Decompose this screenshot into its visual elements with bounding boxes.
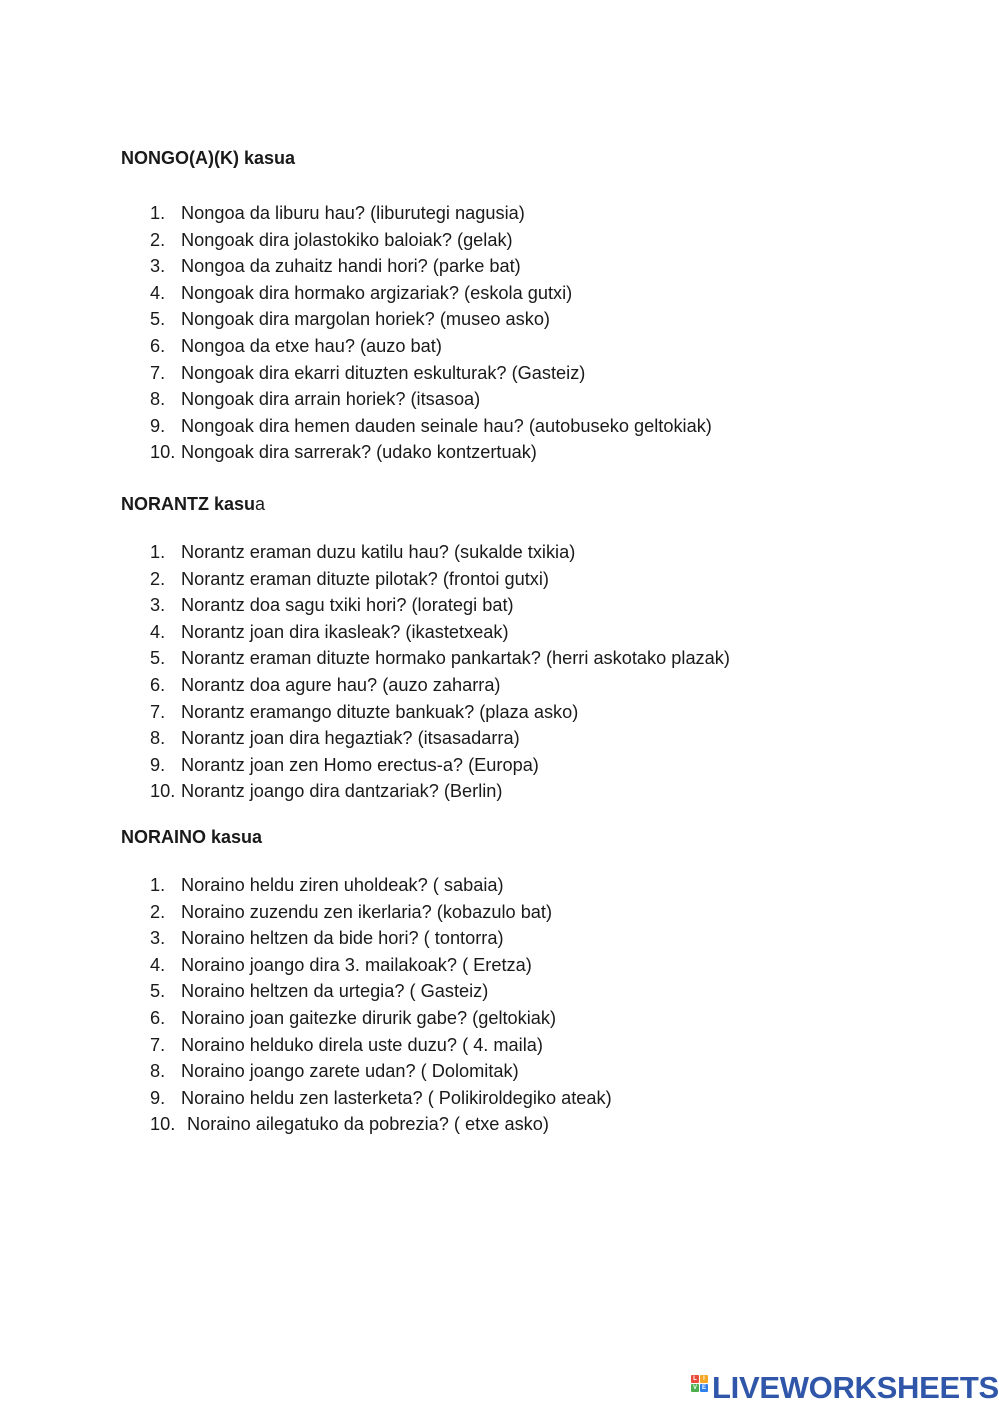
question-text: Nongoa da zuhaitz handi hori? (parke bat) bbox=[181, 256, 521, 277]
question-number: 2. bbox=[150, 229, 166, 250]
question-number: 9. bbox=[150, 1087, 166, 1108]
question-text: Noraino joan gaitezke dirurik gabe? (geltokiak) bbox=[181, 1007, 557, 1028]
question-number: 4. bbox=[150, 282, 166, 303]
question-number: 1. bbox=[150, 203, 166, 223]
question-number: 5. bbox=[150, 981, 166, 1002]
question-number: 9. bbox=[150, 415, 166, 436]
question-number: 1. bbox=[150, 542, 166, 562]
question-number: 9. bbox=[150, 754, 166, 775]
question-text: Noraino helduko direla uste duzu? ( 4. maila) bbox=[181, 1034, 543, 1055]
question-number: 8. bbox=[150, 389, 166, 410]
question-text: Noraino heldu ziren uholdeak? ( sabaia) bbox=[181, 875, 504, 895]
logo-text: LIVEWORKSHEETS bbox=[712, 1370, 999, 1405]
question-text: Nongoak dira jolastokiko baloiak? (gelak) bbox=[181, 229, 513, 250]
question-number: 2. bbox=[150, 568, 166, 589]
question-number: 3. bbox=[150, 256, 166, 277]
question-text: Nongoak dira hemen dauden seinale hau? (autobuseko geltokiak) bbox=[181, 415, 712, 436]
question-text: Noraino joango dira 3. mailakoak? ( Eretza) bbox=[181, 954, 532, 975]
question-number: 6. bbox=[150, 1007, 166, 1028]
question-number: 10. bbox=[150, 442, 176, 463]
question-text: Nongoak dira sarrerak? (udako kontzertuak) bbox=[181, 442, 537, 463]
question-text: Noraino heltzen da urtegia? ( Gasteiz) bbox=[181, 981, 489, 1002]
liveworksheets-icon bbox=[691, 1375, 709, 1401]
question-text: Norantz doa sagu txiki hori? (lorategi bat) bbox=[181, 595, 514, 616]
question-number: 10. bbox=[150, 1114, 176, 1135]
question-text: Nongoak dira margolan horiek? (museo asko) bbox=[181, 309, 550, 330]
question-number: 3. bbox=[150, 928, 166, 949]
question-text: Norantz doa agure hau? (auzo zaharra) bbox=[181, 674, 501, 695]
question-number: 7. bbox=[150, 1034, 166, 1055]
question-number: 5. bbox=[150, 648, 166, 669]
question-text: Noraino ailegatuko da pobrezia? ( etxe asko) bbox=[187, 1114, 549, 1135]
question-text: Norantz eraman dituzte pilotak? (frontoi gutxi) bbox=[181, 568, 549, 589]
question-number: 3. bbox=[150, 595, 166, 616]
section-title-noraino: NORAINO kasua bbox=[121, 827, 263, 847]
section-title-bold: NORANTZ kasu bbox=[121, 494, 256, 514]
section-title-nongo: NONGO(A)(K) kasua bbox=[121, 148, 296, 168]
question-number: 7. bbox=[150, 701, 166, 722]
liveworksheets-logo[interactable] bbox=[691, 1370, 999, 1405]
section-title-norantz bbox=[121, 494, 265, 515]
question-number: 7. bbox=[150, 362, 166, 383]
logo-letter-i: I bbox=[700, 1375, 708, 1383]
logo-letter-v: V bbox=[692, 1385, 697, 1391]
question-number: 4. bbox=[150, 621, 166, 642]
question-number: 4. bbox=[150, 954, 166, 975]
question-text: Norantz joango dira dantzariak? (Berlin) bbox=[181, 781, 503, 802]
question-text: Noraino joango zarete udan? ( Dolomitak) bbox=[181, 1061, 519, 1082]
question-text: Norantz eramango dituzte bankuak? (plaza asko) bbox=[181, 701, 579, 722]
question-text: Nongoak dira hormako argizariak? (eskola gutxi) bbox=[181, 282, 573, 303]
question-number: 6. bbox=[150, 335, 166, 356]
question-text: Norantz eraman dituzte hormako pankartak? (herri askotako plazak) bbox=[181, 648, 730, 669]
question-number: 2. bbox=[150, 901, 166, 922]
question-number: 8. bbox=[150, 728, 166, 749]
question-text: Norantz joan dira hegaztiak? (itsasadarra) bbox=[181, 728, 520, 749]
question-number: 1. bbox=[150, 875, 166, 895]
question-text: Noraino zuzendu zen ikerlaria? (kobazulo bat) bbox=[181, 901, 553, 922]
question-text: Nongoak dira ekarri dituzten eskulturak? (Gasteiz) bbox=[181, 362, 586, 383]
logo-letter-e: E bbox=[701, 1385, 706, 1391]
question-text: Nongoa da liburu hau? (liburutegi nagusia) bbox=[181, 203, 525, 223]
question-text: Noraino heltzen da bide hori? ( tontorra) bbox=[181, 928, 504, 949]
question-number: 8. bbox=[150, 1061, 166, 1082]
question-number: 5. bbox=[150, 309, 166, 330]
question-number: 10. bbox=[150, 781, 176, 802]
question-number: 6. bbox=[150, 674, 166, 695]
logo-letter-l: L bbox=[691, 1375, 699, 1383]
section-title-suffix: a bbox=[255, 494, 266, 514]
question-text: Nongoa da etxe hau? (auzo bat) bbox=[181, 335, 442, 356]
question-text: Norantz joan dira ikasleak? (ikastetxeak) bbox=[181, 621, 509, 642]
question-text: Norantz eraman duzu katilu hau? (sukalde txikia) bbox=[181, 542, 576, 562]
question-text: Nongoak dira arrain horiek? (itsasoa) bbox=[181, 389, 481, 410]
question-text: Noraino heldu zen lasterketa? ( Polikiroldegiko ateak) bbox=[181, 1087, 612, 1108]
question-text: Norantz joan zen Homo erectus-a? (Europa) bbox=[181, 754, 539, 775]
